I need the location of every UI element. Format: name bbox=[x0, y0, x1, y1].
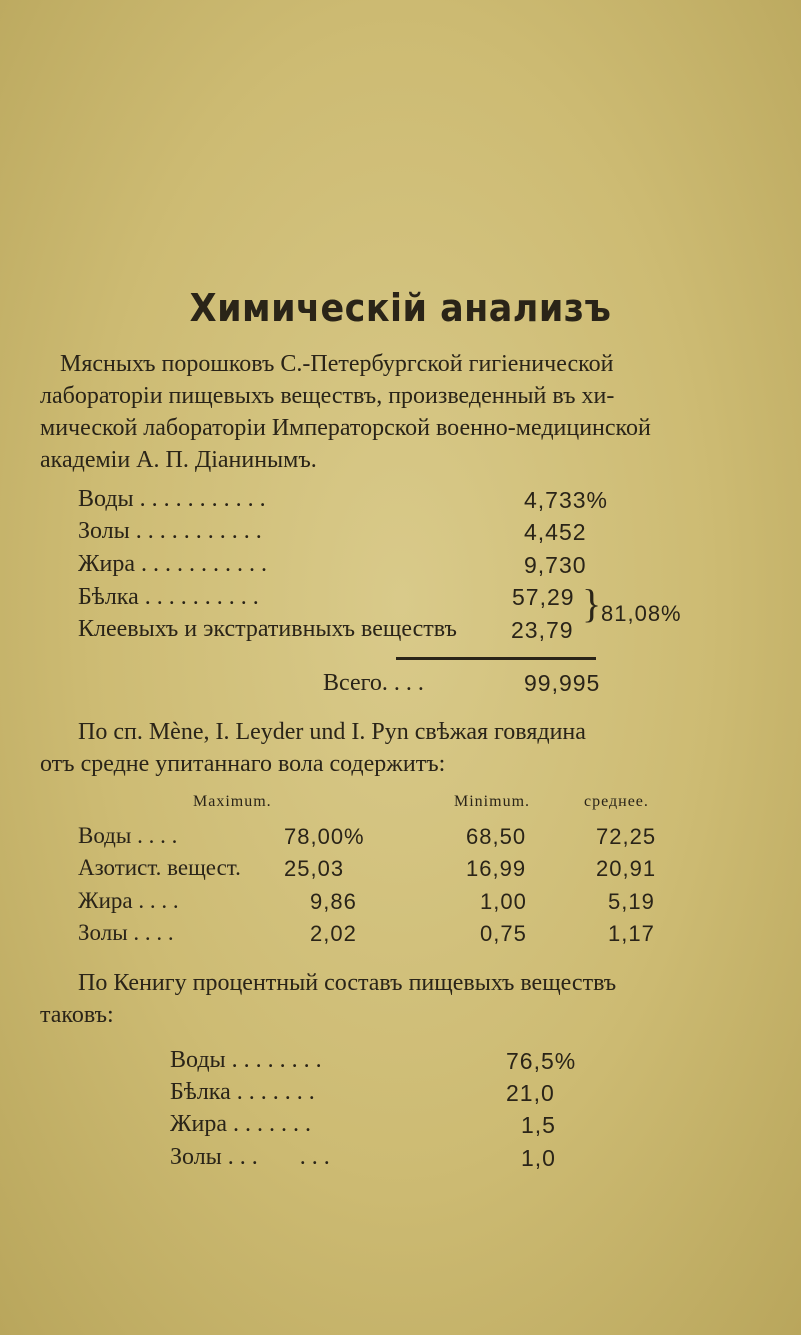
analysis-value: 23,79 bbox=[511, 617, 574, 643]
koenig-value: 1,5 bbox=[521, 1112, 556, 1138]
analysis-value: 9,730 bbox=[524, 552, 587, 578]
koenig-label: Бѣлка . . . . . . . bbox=[170, 1079, 315, 1105]
table-cell-max: 25,03 bbox=[284, 856, 345, 881]
koenig-value: 76,5% bbox=[506, 1048, 577, 1074]
intro-line: лабораторіи пищевыхъ веществъ, произведенный въ хи- bbox=[40, 383, 615, 409]
total-value: 99,995 bbox=[524, 670, 601, 696]
table-cell-avg: 5,19 bbox=[608, 889, 655, 914]
intro-line: академіи А. П. Діанинымъ. bbox=[40, 447, 317, 473]
table-cell-max: 78,00% bbox=[284, 824, 365, 849]
page-title: Химическій анализъ bbox=[189, 286, 612, 330]
sum-rule bbox=[396, 657, 596, 660]
intro-line: мической лабораторіи Императорской военно-медицинской bbox=[40, 415, 651, 441]
analysis-label: Бѣлка . . . . . . . . . . bbox=[78, 584, 259, 610]
analysis-label: Золы . . . . . . . . . . . bbox=[78, 518, 262, 544]
table-header-avg: среднее. bbox=[584, 793, 649, 810]
table-header-max: Maximum. bbox=[193, 793, 272, 810]
table-cell-min: 1,00 bbox=[480, 889, 527, 914]
koenig-label: Воды . . . . . . . . bbox=[170, 1047, 322, 1073]
brace-symbol: } bbox=[582, 581, 602, 626]
table-row-label: Воды . . . . bbox=[78, 823, 178, 848]
table-cell-max: 9,86 bbox=[310, 889, 357, 914]
intro-line: Мясныхъ порошковъ С.-Петербургской гигіенической bbox=[60, 351, 614, 377]
table-row-label: Жира . . . . bbox=[78, 888, 179, 913]
table-cell-avg: 20,91 bbox=[596, 856, 657, 881]
table-cell-min: 68,50 bbox=[466, 824, 527, 849]
koenig-value: 1,0 bbox=[521, 1145, 556, 1171]
para3-line: таковъ: bbox=[40, 1002, 114, 1028]
table-cell-min: 0,75 bbox=[480, 921, 527, 946]
para2-line: По сп. Mène, I. Leyder und I. Pyn свѣжая говядина bbox=[78, 719, 586, 745]
koenig-label: Жира . . . . . . . bbox=[170, 1111, 311, 1137]
analysis-label: Жира . . . . . . . . . . . bbox=[78, 551, 267, 577]
para2-line: отъ средне упитаннаго вола содержитъ: bbox=[40, 751, 446, 777]
table-row-label: Золы . . . . bbox=[78, 920, 174, 945]
table-cell-avg: 72,25 bbox=[596, 824, 657, 849]
table-cell-min: 16,99 bbox=[466, 856, 527, 881]
combined-value: 81,08% bbox=[601, 601, 682, 626]
table-cell-avg: 1,17 bbox=[608, 921, 655, 946]
analysis-label: Воды . . . . . . . . . . . bbox=[78, 486, 266, 512]
koenig-value: 21,0 bbox=[506, 1080, 555, 1106]
koenig-label: Золы . . . . . . bbox=[170, 1144, 330, 1170]
table-row-label: Азотист. вещест. bbox=[78, 855, 241, 880]
analysis-value: 57,29 bbox=[512, 584, 575, 610]
table-cell-max: 2,02 bbox=[310, 921, 357, 946]
analysis-value: 4,452 bbox=[524, 519, 587, 545]
analysis-value: 4,733% bbox=[524, 487, 609, 513]
para3-line: По Кенигу процентный составъ пищевыхъ веществъ bbox=[78, 970, 617, 996]
total-label: Всего. . . . bbox=[323, 670, 424, 696]
table-header-min: Minimum. bbox=[454, 793, 531, 810]
analysis-label: Клеевыхъ и экстративныхъ веществъ bbox=[78, 616, 457, 642]
